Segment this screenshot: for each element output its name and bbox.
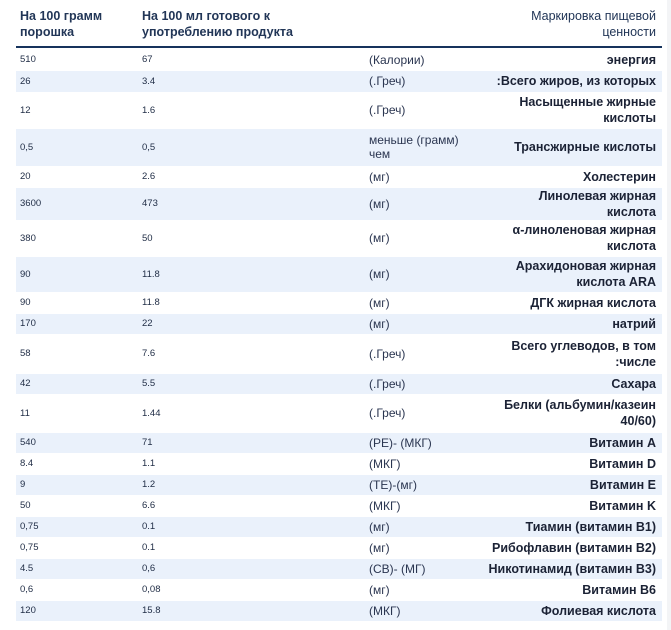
cell-powder: 12 — [20, 104, 31, 116]
cell-name: Фолиевая кислота — [483, 600, 662, 621]
cell-prepared: 3.4 — [138, 70, 365, 92]
cell-powder: 50 — [20, 500, 31, 511]
table-row — [16, 537, 662, 558]
cell-unit: (СВ)- (МГ) — [365, 558, 483, 579]
cell-powder: 3600 — [16, 187, 138, 220]
table-row — [16, 432, 662, 453]
header-label: Маркировка пищевой ценности — [483, 0, 662, 47]
cell-prepared: 71 — [138, 432, 365, 453]
cell-prepared: 1.1 — [142, 458, 156, 469]
cell-powder: 380 — [20, 232, 36, 244]
cell-prepared: 1.6 — [142, 104, 156, 116]
cell-unit: (.Греч) — [369, 103, 406, 117]
cell-prepared: 1.2 — [138, 474, 365, 495]
table-row — [16, 256, 662, 292]
cell-name: Витамин D — [589, 456, 656, 471]
cell-name: Витамин K — [589, 498, 656, 513]
cell-name: Линолевая жирная кислота — [483, 187, 662, 220]
cell-unit: (.Греч) — [369, 406, 406, 420]
table-row — [16, 187, 662, 220]
cell-powder: 42 — [16, 373, 138, 394]
cell-unit: (Калории) — [369, 52, 425, 67]
cell-powder: 0,6 — [20, 584, 34, 595]
header-prepared: На 100 мл готового к употреблению продукта — [138, 0, 365, 47]
table-row — [16, 128, 662, 166]
cell-prepared: 22 — [138, 313, 365, 334]
table-row — [16, 394, 662, 432]
table-row — [16, 516, 662, 537]
cell-unit: (мг) — [369, 540, 390, 555]
cell-prepared: 6.6 — [142, 500, 156, 511]
cell-name: Рибофлавин (витамин B2) — [492, 540, 656, 555]
cell-powder: 8.4 — [20, 458, 34, 469]
cell-prepared: 2.6 — [142, 171, 156, 182]
cell-name: ДГК жирная кислота — [530, 295, 656, 310]
cell-name: натрий — [483, 313, 662, 334]
cell-unit: (МКГ) — [365, 600, 483, 621]
cell-powder: 20 — [20, 171, 31, 182]
cell-name: Всего углеводов, в том :числе — [511, 338, 656, 369]
cell-name: Белки (альбумин/казеин 40/60) — [504, 398, 656, 428]
cell-prepared: 11.8 — [142, 297, 160, 308]
cell-prepared: 11.8 — [138, 256, 365, 292]
cell-powder: 11 — [20, 407, 30, 419]
cell-name: энергия — [606, 52, 656, 67]
cell-prepared: 5.5 — [138, 373, 365, 394]
cell-prepared: 7.6 — [142, 348, 156, 359]
cell-name: Сахара — [483, 373, 662, 394]
cell-unit: (мг) — [369, 295, 390, 310]
cell-prepared: 0,08 — [142, 584, 161, 595]
cell-prepared: 0,5 — [138, 128, 365, 166]
cell-prepared: 0.1 — [142, 542, 156, 553]
cell-unit: (мг) — [369, 231, 390, 245]
cell-prepared: 67 — [142, 54, 153, 65]
cell-powder: 510 — [20, 54, 36, 65]
cell-unit: (ТЕ)-(мг) — [365, 474, 483, 495]
cell-unit: (РЕ)- (МКГ) — [365, 432, 483, 453]
table-row — [16, 558, 662, 579]
cell-unit: (мг) — [365, 516, 483, 537]
cell-powder: 540 — [16, 432, 138, 453]
nutrition-table — [16, 0, 662, 622]
table-row — [16, 334, 662, 373]
table-row — [16, 70, 662, 92]
cell-unit: (МКГ) — [369, 456, 401, 471]
table-row — [16, 373, 662, 394]
cell-unit: (мг) — [365, 256, 483, 292]
cell-powder: 0,5 — [16, 128, 138, 166]
table-row — [16, 292, 662, 313]
table-row — [16, 313, 662, 334]
cell-powder: 0,75 — [16, 516, 138, 537]
cell-prepared: 15.8 — [138, 600, 365, 621]
cell-unit: (.Греч) — [365, 70, 483, 92]
cell-name: α-линоленовая жирная кислота — [512, 223, 656, 253]
header-unit — [365, 0, 483, 47]
table-row — [16, 49, 662, 70]
cell-name: Арахидоновая жирная кислота ARA — [483, 256, 662, 292]
cell-unit: (МКГ) — [369, 498, 401, 513]
cell-name: :Всего жиров, из которых — [483, 70, 662, 92]
cell-name: Насыщенные жирные кислоты — [519, 95, 656, 125]
cell-unit: (мг) — [365, 313, 483, 334]
table-row — [16, 579, 662, 600]
cell-powder: 120 — [16, 600, 138, 621]
cell-powder: 4.5 — [16, 558, 138, 579]
cell-prepared: 473 — [138, 187, 365, 220]
nutrition-table-container — [16, 0, 662, 622]
cell-unit: (мг) — [369, 169, 390, 184]
cell-powder: 9 — [16, 474, 138, 495]
cell-name: Холестерин — [583, 169, 656, 184]
cell-name: Витамин B6 — [582, 582, 656, 597]
cell-prepared: 1.44 — [142, 407, 161, 419]
cell-name: Трансжирные кислоты — [483, 128, 662, 166]
cell-unit: (.Греч) — [365, 373, 483, 394]
cell-powder: 170 — [16, 313, 138, 334]
cell-powder: 90 — [16, 256, 138, 292]
cell-unit: (мг) — [369, 582, 390, 597]
cell-prepared: 50 — [142, 232, 153, 244]
cell-name: Витамин А — [483, 432, 662, 453]
cell-powder: 0,75 — [20, 542, 39, 553]
scroll-edge — [667, 0, 671, 630]
table-row — [16, 220, 662, 256]
table-row — [16, 495, 662, 516]
cell-name: Никотинамид (витамин B3) — [483, 558, 662, 579]
table-row — [16, 600, 662, 621]
table-row — [16, 166, 662, 187]
table-row — [16, 453, 662, 474]
cell-powder: 58 — [20, 348, 31, 359]
cell-powder: 90 — [20, 297, 31, 308]
cell-prepared: 0.1 — [138, 516, 365, 537]
cell-name: Витамин E — [483, 474, 662, 495]
cell-name: Тиамин (витамин B1) — [483, 516, 662, 537]
table-header-row — [16, 0, 662, 47]
table-row — [16, 474, 662, 495]
cell-unit: (мг) — [365, 187, 483, 220]
table-row — [16, 92, 662, 128]
cell-prepared: 0,6 — [138, 558, 365, 579]
cell-unit: (.Греч) — [369, 346, 406, 361]
header-powder: На 100 грамм порошка — [16, 0, 138, 47]
cell-unit: меньше (грамм) чем — [365, 128, 483, 166]
cell-powder: 26 — [16, 70, 138, 92]
